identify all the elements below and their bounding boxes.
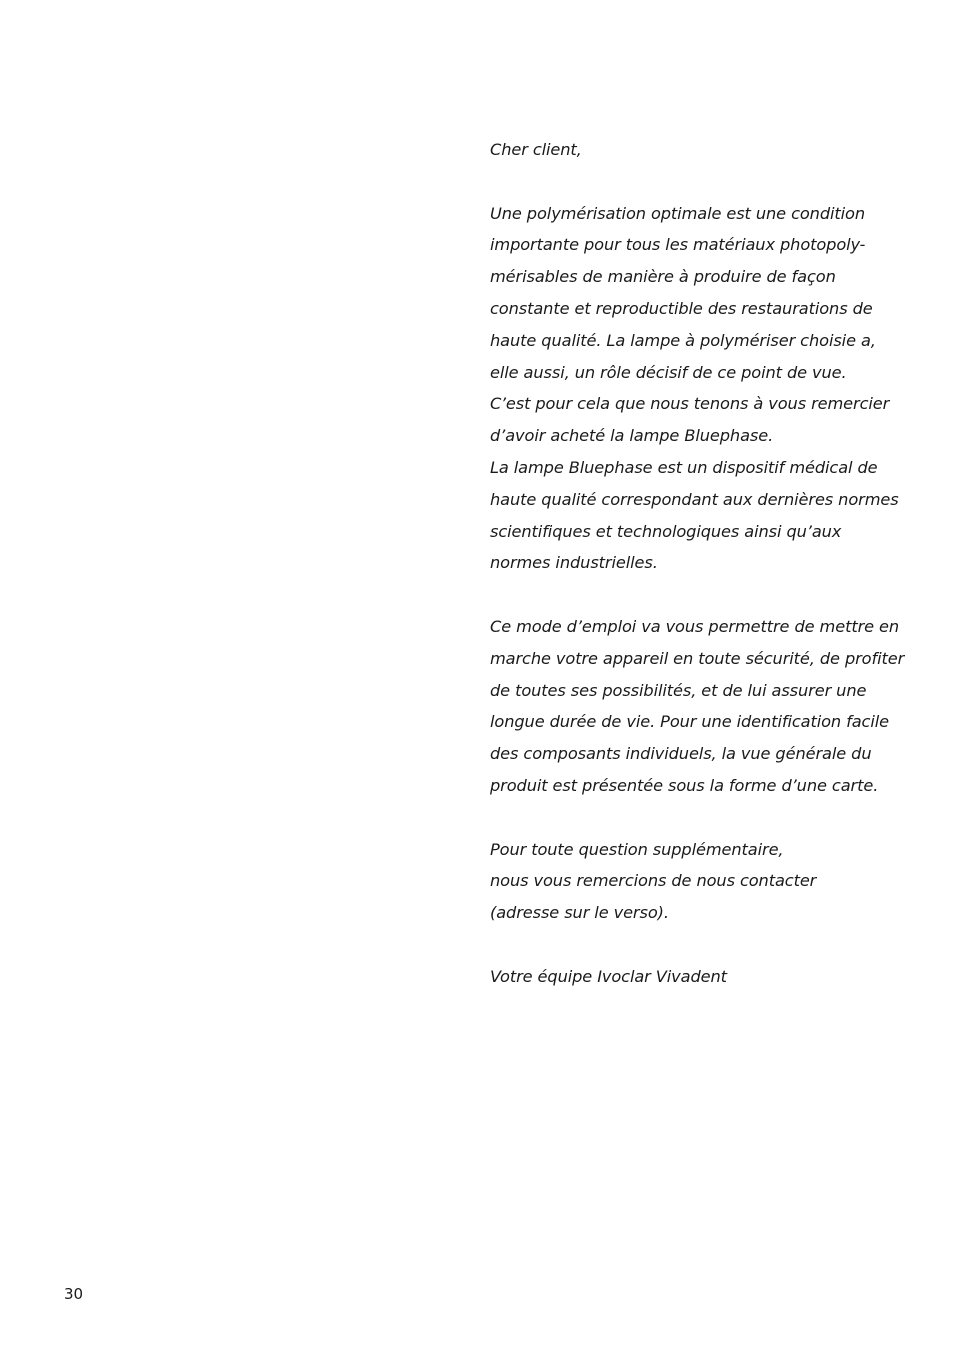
text-line: Pour toute question supplémentaire, [490, 839, 784, 859]
text-line: constante et reproductible des restaurations de [490, 298, 873, 318]
paragraph-spacer [490, 166, 930, 198]
text-line: normes industrielles. [490, 553, 658, 573]
signature: Votre équipe Ivoclar Vivadent [490, 966, 727, 986]
text-line: Une polymérisation optimale est une condition [490, 203, 866, 223]
text-line: scientifiques et technologiques ainsi qu’aux [490, 521, 842, 541]
text-line: de toutes ses possibilités, et de lui assurer une [490, 680, 867, 700]
text-line: produit est présentée sous la forme d’une carte. [490, 775, 879, 795]
text-line: mérisables de manière à produire de façon [490, 267, 836, 287]
text-line: nous vous remercions de nous contacter [490, 871, 817, 891]
paragraph-spacer [490, 579, 930, 611]
text-line: d’avoir acheté la lampe Bluephase. [490, 426, 774, 446]
text-line: haute qualité. La lampe à polymériser choisie a, [490, 330, 876, 350]
salutation: Cher client, [490, 140, 582, 159]
paragraph-manual [490, 611, 930, 802]
page-number: 30 [64, 1285, 84, 1303]
paragraph-contact [490, 834, 930, 929]
text-line: elle aussi, un rôle décisif de ce point de vue. [490, 362, 847, 382]
paragraph-spacer [490, 802, 930, 834]
text-line: marche votre appareil en toute sécurité, de profiter [490, 648, 905, 668]
paragraph-spacer [490, 929, 930, 961]
paragraph-intro [490, 198, 930, 580]
text-line: La lampe Bluephase est un dispositif médical de [490, 457, 878, 477]
text-line: importante pour tous les matériaux photopoly- [490, 235, 866, 255]
text-line: (adresse sur le verso). [490, 903, 669, 923]
text-line: longue durée de vie. Pour une identification facile [490, 712, 889, 732]
text-line: haute qualité correspondant aux dernières normes [490, 489, 899, 509]
text-line: C’est pour cela que nous tenons à vous remercier [490, 394, 890, 414]
letter-body [490, 134, 930, 993]
text-line: des composants individuels, la vue générale du [490, 744, 872, 764]
text-line: Ce mode d’emploi va vous permettre de mettre en [490, 616, 900, 636]
